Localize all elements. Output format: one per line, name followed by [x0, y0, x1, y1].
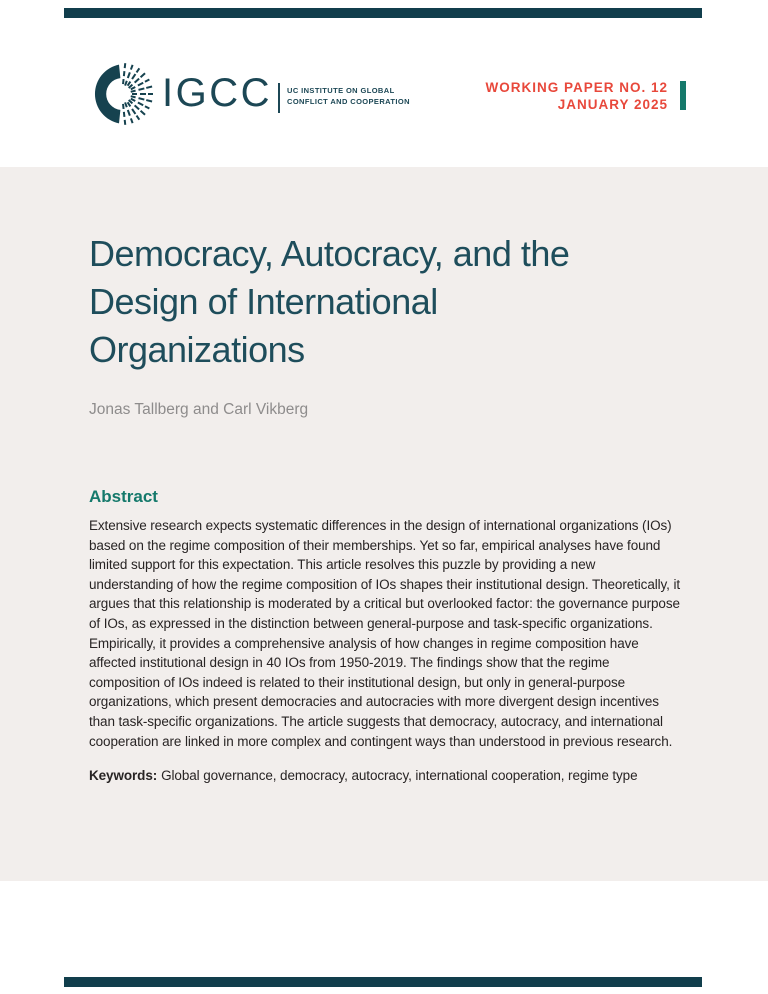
title-line-3: Organizations [89, 329, 305, 370]
igcc-logo-mark-icon [92, 62, 158, 126]
keywords-line [89, 766, 683, 786]
issue-info [485, 80, 668, 113]
issue-accent-bar [680, 81, 686, 110]
igcc-wordmark: IGCC [162, 71, 272, 115]
working-paper-number: WORKING PAPER NO. 12 [485, 80, 668, 95]
abstract-heading: Abstract [89, 487, 158, 506]
title-line-1: Democracy, Autocracy, and the [89, 233, 570, 274]
logo-lockup [287, 86, 410, 107]
keywords-text: Global governance, democracy, autocracy, international cooperation, regime type [161, 768, 638, 783]
title-line-2: Design of International [89, 281, 438, 322]
abstract-text: Extensive research expects systematic differences in the design of international organizations (IOs) based on the regime composition of their memberships. Yet so far, empirical analyses have found limited support for this expectation. This article resolves this puzzle by providing a new understanding of how the regime composition of IOs shapes their institutional design. Theoretically, it argues that this relationship is moderated by a critical but overlooked factor: the governance purpose of IOs, as expressed in the distinction between general-purpose and task-specific organizations. Empirically, it provides a comprehensive analysis of how changes in regime composition have affected institutional design in 40 IOs from 1950-2019. The findings show that the regime composition of IOs indeed is related to their institutional design, but only in general-purpose organizations, which present democracies and autocracies with more divergent design incentives than task-specific organizations. The article suggests that democracy, autocracy, and international cooperation are linked in more complex and contingent ways than understood in previous research. [89, 518, 681, 749]
top-rule [64, 8, 702, 18]
bottom-rule [64, 977, 702, 987]
logo-divider [278, 83, 280, 113]
paper-title [89, 230, 569, 374]
cover-body [0, 167, 768, 881]
authors: Jonas Tallberg and Carl Vikberg [89, 401, 309, 418]
logo-lockup-line-2: CONFLICT AND COOPERATION [287, 96, 410, 106]
logo-lockup-line-1: UC INSTITUTE ON GLOBAL [287, 86, 395, 95]
issue-date: JANUARY 2025 [557, 96, 668, 112]
keywords-label: Keywords: [89, 768, 158, 783]
